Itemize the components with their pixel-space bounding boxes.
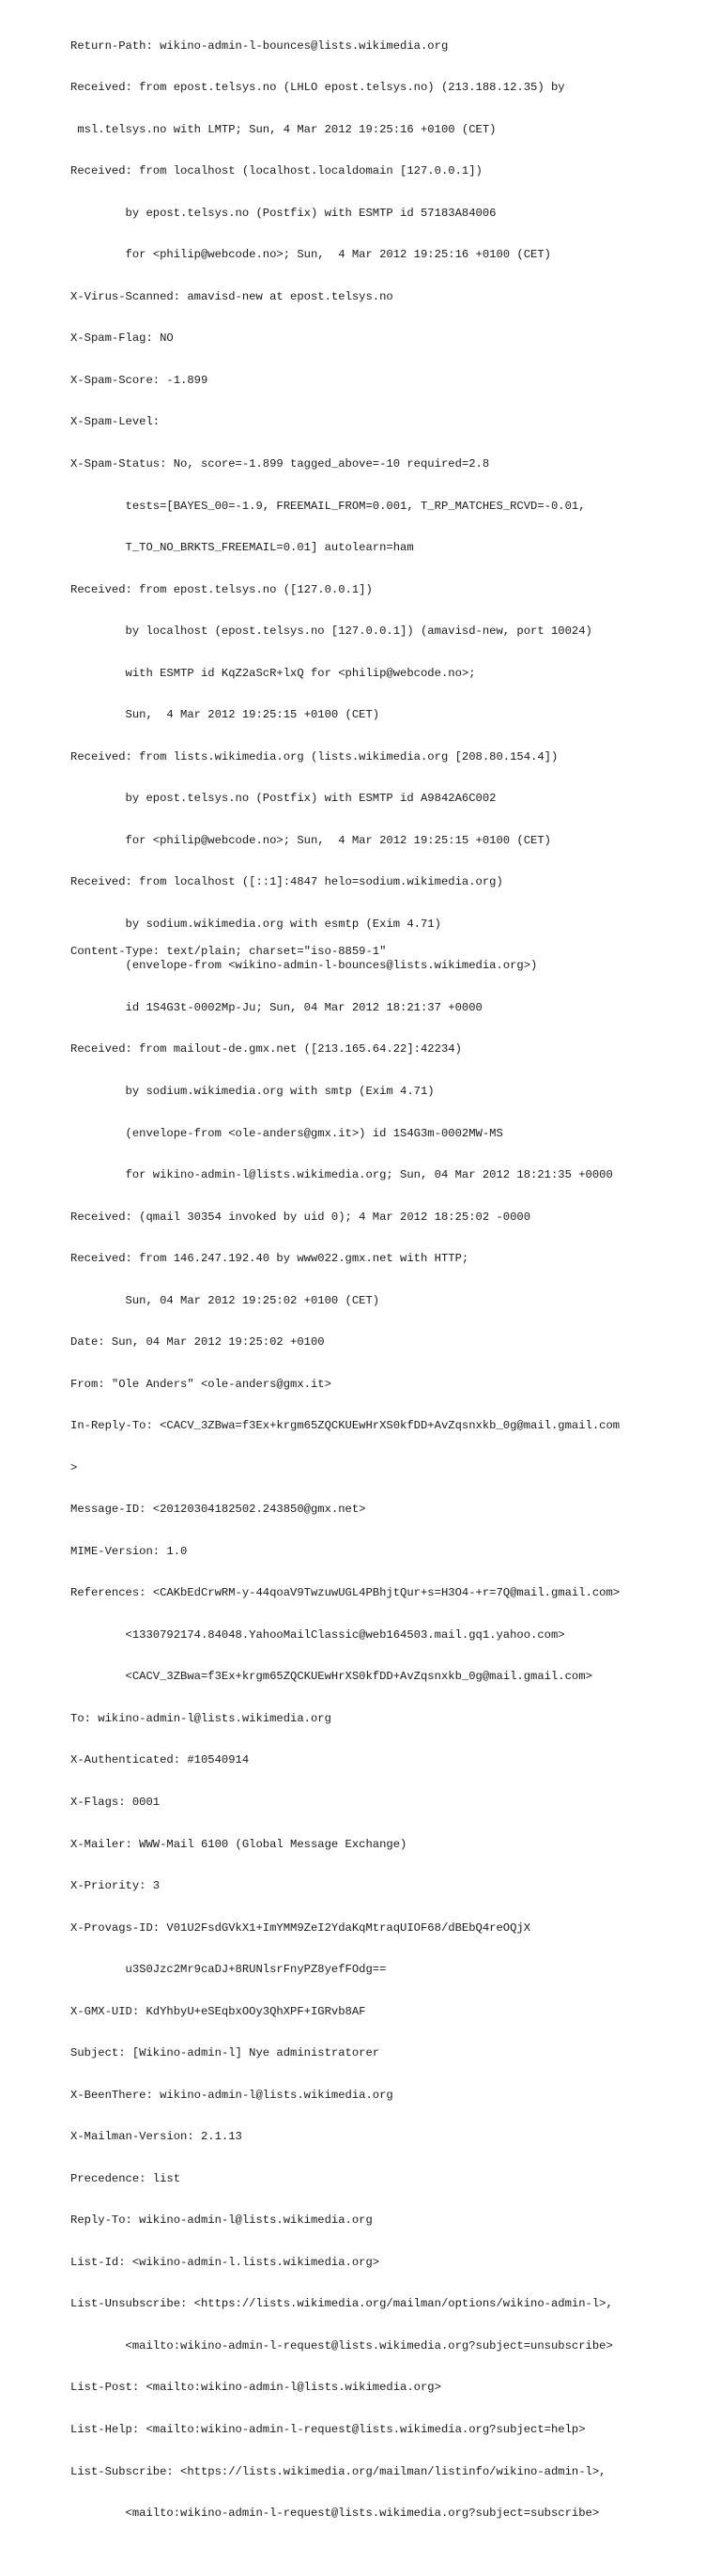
header-line: u3S0Jzc2Mr9caDJ+8RUNlsrFnyPZ8yefFOdg== (70, 1963, 387, 1977)
header-line: X-GMX-UID: KdYhbyU+eSEqbxOOy3QhXPF+IGRvb8AF (70, 2004, 366, 2018)
header-line: id 1S4G3t-0002Mp-Ju; Sun, 04 Mar 2012 18:21:37 +0000 (70, 1000, 483, 1014)
header-line: From: "Ole Anders" <ole-anders@gmx.it> (70, 1377, 331, 1391)
header-line: List-Post: <mailto:wikino-admin-l@lists.wikimedia.org> (70, 2381, 441, 2395)
header-line: X-Spam-Status: No, score=-1.899 tagged_above=-10 required=2.8 (70, 457, 490, 470)
header-line: X-Spam-Score: -1.899 (70, 373, 208, 387)
header-line: Sun, 04 Mar 2012 19:25:02 +0100 (CET) (70, 1293, 380, 1307)
email-header-block (70, 11, 709, 2576)
header-line: by epost.telsys.no (Postfix) with ESMTP id A9842A6C002 (70, 792, 497, 806)
header-line: Received: from localhost (localhost.localdomain [127.0.0.1]) (70, 164, 483, 178)
header-line: List-Subscribe: <https://lists.wikimedia.org/mailman/listinfo/wikino-admin-l>, (70, 2464, 606, 2478)
header-line: X-Spam-Level: (70, 415, 161, 429)
header-line: X-Mailer: WWW-Mail 6100 (Global Message Exchange) (70, 1837, 407, 1851)
header-line: for <philip@webcode.no>; Sun, 4 Mar 2012 19:25:15 +0100 (CET) (70, 833, 551, 847)
header-line: List-Id: <wikino-admin-l.lists.wikimedia.org> (70, 2255, 380, 2269)
header-line: Subject: [Wikino-admin-l] Nye administratorer (70, 2046, 380, 2060)
header-line: X-Mailman-Version: 2.1.13 (70, 2130, 242, 2144)
header-line: Return-Path: wikino-admin-l-bounces@lists.wikimedia.org (70, 39, 449, 53)
header-line: for <philip@webcode.no>; Sun, 4 Mar 2012 19:25:16 +0100 (CET) (70, 248, 551, 262)
header-line: tests=[BAYES_00=-1.9, FREEMAIL_FROM=0.001, T_RP_MATCHES_RCVD=-0.01, (70, 499, 586, 513)
header-line: by sodium.wikimedia.org with esmtp (Exim 4.71) (70, 917, 441, 931)
header-line: Precedence: list (70, 2171, 181, 2185)
header-line: Reply-To: wikino-admin-l@lists.wikimedia.org (70, 2214, 373, 2228)
header-line: by sodium.wikimedia.org with smtp (Exim 4.71) (70, 1084, 435, 1098)
header-line: with ESMTP id KqZ2aScR+lxQ for <philip@webcode.no>; (70, 666, 476, 680)
header-line: X-Spam-Flag: NO (70, 332, 174, 346)
header-line: Received: from mailout-de.gmx.net ([213.165.64.22]:42234) (70, 1042, 462, 1057)
header-line: X-Provags-ID: V01U2FsdGVkX1+ImYMM9ZeI2YdaKqMtraqUIOF68/dBEbQ4reOQjX (70, 1920, 531, 1935)
header-line: Received: (qmail 30354 invoked by uid 0); 4 Mar 2012 18:25:02 -0000 (70, 1210, 531, 1224)
header-line: (envelope-from <ole-anders@gmx.it>) id 1S4G3m-0002MW-MS (70, 1126, 503, 1140)
header-line: Received: from localhost ([::1]:4847 helo=sodium.wikimedia.org) (70, 875, 503, 889)
header-line: Message-ID: <20120304182502.243850@gmx.net> (70, 1503, 366, 1517)
header-line: Received: from 146.247.192.40 by www022.gmx.net with HTTP; (70, 1252, 469, 1266)
header-line: <mailto:wikino-admin-l-request@lists.wikimedia.org?subject=subscribe> (70, 2507, 600, 2521)
header-line: References: <CAKbEdCrwRM-y-44qoaV9TwzuwUGL4PBhjtQur+s=H3O4-+r=7Q@mail.gmail.com> (70, 1586, 621, 1600)
header-line: MIME-Version: 1.0 (70, 1544, 188, 1558)
header-line: Date: Sun, 04 Mar 2012 19:25:02 +0100 (70, 1335, 325, 1350)
header-line: Received: from epost.telsys.no ([127.0.0.1]) (70, 582, 373, 596)
header-line: X-Virus-Scanned: amavisd-new at epost.telsys.no (70, 289, 393, 303)
header-line: <CACV_3ZBwa=f3Ex+krgm65ZQCKUEwHrXS0kfDD+AvZqsnxkb_0g@mail.gmail.com> (70, 1670, 592, 1684)
header-line: by localhost (epost.telsys.no [127.0.0.1]) (amavisd-new, port 10024) (70, 625, 592, 639)
header-line: X-BeenThere: wikino-admin-l@lists.wikimedia.org (70, 2088, 393, 2102)
header-line: Received: from lists.wikimedia.org (lists.wikimedia.org [208.80.154.4]) (70, 749, 559, 764)
header-line: X-Authenticated: #10540914 (70, 1753, 250, 1767)
header-line: for wikino-admin-l@lists.wikimedia.org; Sun, 04 Mar 2012 18:21:35 +0000 (70, 1168, 613, 1182)
header-line: Sun, 4 Mar 2012 19:25:15 +0100 (CET) (70, 708, 380, 722)
header-line: List-Unsubscribe: <https://lists.wikimedia.org/mailman/options/wikino-admin-l>, (70, 2297, 613, 2311)
header-line: by epost.telsys.no (Postfix) with ESMTP id 57183A84006 (70, 206, 497, 220)
header-line: X-Priority: 3 (70, 1879, 161, 1893)
header-line: > (70, 1460, 78, 1474)
header-line: msl.telsys.no with LMTP; Sun, 4 Mar 2012 19:25:16 +0100 (CET) (70, 122, 497, 136)
header-line: (envelope-from <wikino-admin-l-bounces@lists.wikimedia.org>) (70, 959, 538, 973)
header-line: X-Flags: 0001 (70, 1796, 161, 1809)
header-line: To: wikino-admin-l@lists.wikimedia.org (70, 1711, 331, 1725)
header-line: List-Help: <mailto:wikino-admin-l-request@lists.wikimedia.org?subject=help> (70, 2422, 586, 2436)
header-line: In-Reply-To: <CACV_3ZBwa=f3Ex+krgm65ZQCKUEwHrXS0kfDD+AvZqsnxkb_0g@mail.gmail.com (70, 1419, 621, 1433)
header-line: Received: from epost.telsys.no (LHLO epost.telsys.no) (213.188.12.35) by (70, 81, 565, 95)
header-line (70, 2549, 709, 2563)
header-line: <mailto:wikino-admin-l-request@lists.wikimedia.org?subject=unsubscribe> (70, 2338, 613, 2352)
header-line: T_TO_NO_BRKTS_FREEMAIL=0.01] autolearn=ham (70, 541, 414, 555)
header-line: <1330792174.84048.YahooMailClassic@web164503.mail.gq1.yahoo.com> (70, 1627, 565, 1642)
content-type-line: Content-Type: text/plain; charset="iso-8859-1" (70, 945, 387, 958)
